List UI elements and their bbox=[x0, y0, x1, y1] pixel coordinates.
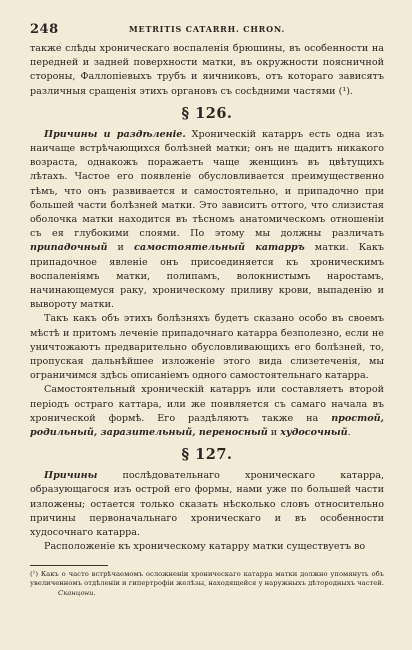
paragraph-text: послѣдовательнаго хроническаго катарра, образующагося изъ острой его формы, нами уже по большей части изложены; остается только сказать нѣсколько словъ относительно причины первоначальнаго хроническаго и въ особенности худосочнаго катарра. bbox=[30, 470, 384, 539]
paragraph-lead-causes: Причины и раздѣленіе. bbox=[44, 128, 186, 140]
paragraph-text: Самостоятельный хроническій катарръ или составляетъ второй періодъ остраго каттара, или же появляется съ самаго начала въ хронической формѣ. Его раздѣляютъ также на bbox=[30, 384, 384, 424]
paragraph-text: . bbox=[347, 427, 351, 439]
paragraph-text: Хроническій катарръ есть одна изъ наичаще встрѣчающихся болѣзней матки; онъ не щадитъ никакого возраста, однакожъ поражаетъ чаще женщинъ въ цвѣтущихъ лѣтахъ. Частое его появленіе обусловливается преимущественно тѣмъ, что онъ развивается и самостоятельно, и припадочно при большей части болѣзней матки. Это зависитъ оттого, что слизистая оболочка матки находится въ тѣсномъ анатомическомъ отношеніи съ ея глубокими слоями. По этому мы должны различать bbox=[30, 128, 384, 240]
paragraph-text: матки. Какъ припадочное явленіе онъ присоединяется къ хроническимъ воспаленіямъ матки, полипамъ, волокнистымъ наростамъ, начинающемуся раку, хроническому приливу крови, выпаденію и вывороту матки. bbox=[30, 242, 385, 311]
running-title: METRITIS CATARRH. CHRON. bbox=[128, 24, 286, 34]
paragraph-classification bbox=[30, 383, 384, 440]
running-head bbox=[30, 22, 384, 38]
footnote-signature: Сканцони. bbox=[58, 588, 96, 597]
paragraph-continuation: также слѣды хроническаго воспаленія брюшины, въ особенности на передней и задней поверхности матки, въ окружности поясничной стороны, Фаллопіевыхъ трубъ и яичниковъ, отъ котораго зависятъ различныя сращенія этихъ органовъ съ сосѣдними частями (¹). bbox=[30, 43, 384, 97]
paragraph-treatment: Такъ какъ объ этихъ болѣзняхъ будетъ сказано особо въ своемъ мѣстѣ и притомъ леченіе припадочнаго катарра безполезно, если не уничтожаютъ предварительно обусловливающихъ его болѣзней, то, пропуская дальнѣйшее изложеніе этого вида слизетеченія, мы ограничимся здѣсь описаніемъ одного самостоятельнаго катарра. bbox=[30, 313, 384, 382]
footnote-text: (¹) Какъ о часто встрѣчаемомъ осложненіи хроническаго катарра матки должно упомянуть объ увеличенномъ отдѣленіи и гипертрофіи желѣзы, находящейся у наружныхъ дѣтородныхъ частей. bbox=[30, 569, 384, 588]
term-cachectic: худосочный bbox=[280, 427, 348, 439]
page-number: 248 bbox=[30, 22, 59, 37]
term-independent-catarrh: самостоятельный катарръ bbox=[134, 242, 305, 254]
term-types: простой, родильный, заразительный, переносный bbox=[30, 412, 384, 439]
footnote bbox=[30, 570, 384, 599]
paragraph-lead-causes-2: Причины bbox=[44, 470, 98, 482]
conjunction: и bbox=[267, 427, 281, 439]
footnote-divider bbox=[30, 565, 108, 566]
conjunction: и bbox=[107, 242, 134, 254]
paragraph-predisposition: Расположеніе къ хроническому катарру матки существуетъ во bbox=[44, 541, 366, 553]
section-heading-126: § 126. bbox=[181, 104, 233, 122]
paragraph-causes bbox=[30, 128, 384, 313]
term-paroxysmal: припадочный bbox=[30, 242, 108, 254]
paragraph-causes-secondary bbox=[30, 469, 384, 540]
section-heading-127: § 127. bbox=[181, 446, 233, 464]
